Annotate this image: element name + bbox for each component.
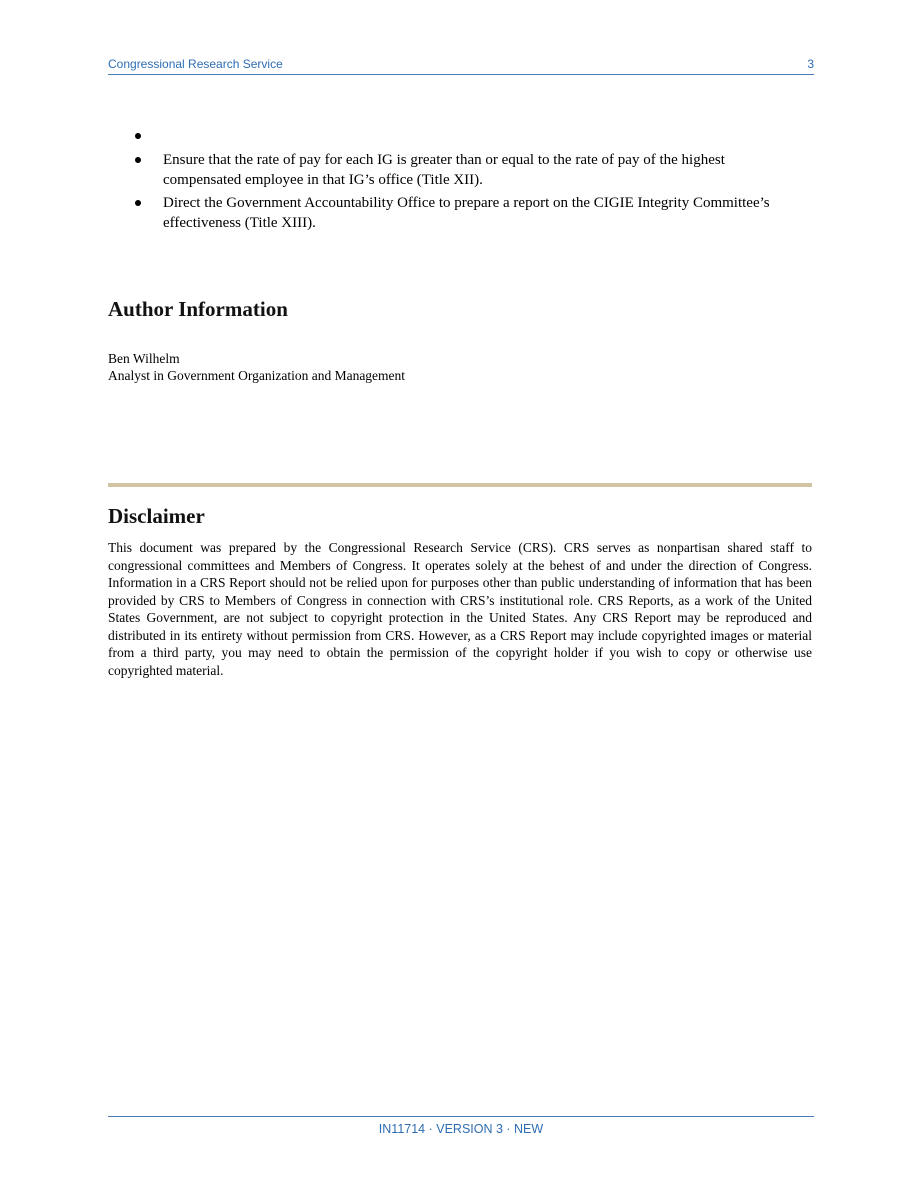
list-item [130, 150, 770, 190]
list-item [130, 193, 770, 233]
disclaimer-text: This document was prepared by the Congressional Research Service (CRS). CRS serves as nonpartisan shared staff to congressional committees and Members of Congress. It operates solely at the behest of and under the direction of Congress. Information in a CRS Report should not be relied upon for purposes other than public understanding of information that has been provided by CRS to Members of Congress in connection with CRS’s institutional role. CRS Reports, as a work of the United States Government, are not subject to copyright protection in the United States. Any CRS Report may be reproduced and distributed in its entirety without permission from CRS. However, as a CRS Report may include copyrighted images or material from a third party, you may need to obtain the permission of the copyright holder if you wish to copy or otherwise use copyrighted material. [108, 540, 812, 678]
disclaimer-heading: Disclaimer [108, 504, 205, 528]
bullet-icon [135, 157, 141, 163]
bullet-list [130, 126, 770, 236]
bullet-icon [135, 133, 141, 139]
bullet-text: Direct the Government Accountability Office to prepare a report on the CIGIE Integrity Committee’s effectiveness (Title XIII). [163, 195, 770, 231]
header-title: Congressional Research Service [108, 57, 283, 71]
author-title: Analyst in Government Organization and Management [108, 368, 406, 383]
author-heading: Author Information [108, 297, 288, 321]
list-item [130, 126, 770, 146]
page-number: 3 [807, 57, 814, 71]
section-divider [108, 483, 812, 487]
page-header [108, 56, 814, 75]
bullet-text: Ensure that the rate of pay for each IG is greater than or equal to the rate of pay of the highest compensated employee in that IG’s office (Title XII). [163, 152, 725, 188]
author-name: Ben Wilhelm [108, 351, 180, 366]
bullet-icon [135, 200, 141, 206]
page-footer [108, 1116, 814, 1136]
footer-text: IN11714 · VERSION 3 · NEW [378, 1122, 544, 1136]
